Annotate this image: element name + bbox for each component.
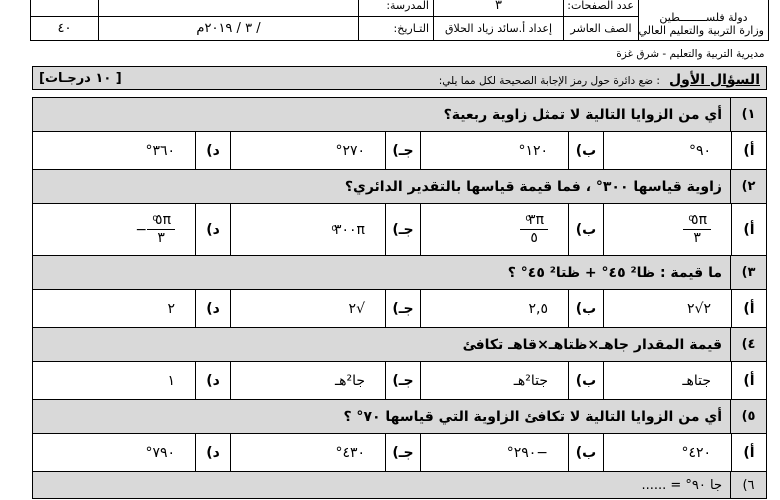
option-letter[interactable]: جـ) <box>385 434 420 471</box>
question-row <box>33 170 766 204</box>
option-value[interactable] <box>33 204 195 255</box>
directorate-name: مديرية التربية والتعليم - شرق غزة <box>616 47 765 60</box>
pages-label: عدد الصفحات: <box>564 0 639 17</box>
total-marks: ٤٠ <box>31 17 99 41</box>
question-text: جا ٩٠° = ...... <box>641 477 722 493</box>
options-row <box>33 362 766 400</box>
fraction <box>520 212 548 247</box>
option-letter[interactable]: د) <box>195 434 230 471</box>
question-row <box>33 98 766 132</box>
option-value[interactable] <box>420 204 568 255</box>
questions-grid <box>32 97 767 499</box>
question1-bar <box>32 66 767 90</box>
ministry-block <box>639 0 769 41</box>
option-value[interactable]: ٢٧٠° <box>230 132 385 169</box>
question1-marks: [ ١٠ درجـات] <box>39 70 122 86</box>
option-value[interactable]: ٣٦٠° <box>145 142 175 159</box>
option-value[interactable]: ٣٠٠π ͨ <box>230 204 385 255</box>
option-letter[interactable]: د) <box>195 290 230 327</box>
option-letter[interactable]: جـ) <box>385 362 420 399</box>
option-value[interactable]: ٤٣٠° <box>230 434 385 471</box>
option-value[interactable] <box>603 204 731 255</box>
option-value[interactable]: ٤٢٠° <box>603 434 731 471</box>
ministry-name: وزارة التربية والتعليم العالي <box>638 24 764 38</box>
fraction-numerator: ٥π ͨ <box>683 212 711 230</box>
option-letter[interactable]: ب) <box>568 132 603 169</box>
option-letter[interactable]: جـ) <box>385 290 420 327</box>
question-number: ٣) <box>730 256 766 289</box>
option-letter[interactable]: ب) <box>568 204 603 255</box>
option-letter[interactable]: أ) <box>731 290 766 327</box>
option-value[interactable]: √٢ <box>230 290 385 327</box>
fraction-numerator: ٥π ͨ <box>147 212 175 230</box>
date-label: التـاريخ: <box>359 17 434 41</box>
date-value: / ٣ / ٢٠١٩م <box>99 17 359 41</box>
fraction-numerator: ٣π ͨ <box>520 212 548 230</box>
option-letter[interactable]: ب) <box>568 434 603 471</box>
option-value[interactable]: ٢√٢ <box>603 290 731 327</box>
option-value[interactable]: جتا²هـ <box>420 362 568 399</box>
option-letter[interactable]: د) <box>195 362 230 399</box>
option-value[interactable]: ٧٩٠° <box>145 444 175 461</box>
option-letter[interactable]: أ) <box>731 362 766 399</box>
question-text: ما قيمة : ظا² ٤٥° + ظتا² ٤٥° ؟ <box>507 264 722 281</box>
fraction-denominator: ٥ <box>530 230 538 246</box>
question-number: ٦) <box>730 472 766 498</box>
option-value[interactable]: ٩٠° <box>603 132 731 169</box>
option-letter[interactable]: جـ) <box>385 204 420 255</box>
question-number: ٤) <box>730 328 766 361</box>
question-row <box>33 328 766 362</box>
question-text: أي من الزوايا التالية لا تكافئ الزاوية التي قياسها ٧٠° ؟ <box>343 408 722 425</box>
question-text: قيمة المقدار جاهـ×ظتاهـ×قاهـ تكافئ <box>462 336 722 353</box>
question-text: زاوية قياسها ٣٠٠° ، فما قيمة قياسها بالتقدير الدائري؟ <box>344 178 722 195</box>
option-value[interactable]: ٢,٥ <box>420 290 568 327</box>
question-text: أي من الزوايا التالية لا تمثل زاوية ربعية؟ <box>443 106 722 123</box>
options-row <box>33 290 766 328</box>
option-value[interactable]: ١٢٠° <box>420 132 568 169</box>
question1-instruction: : ضع دائرة حول رمز الإجابة الصحيحة لكل مما يلي: <box>438 74 660 87</box>
question-row <box>33 472 766 498</box>
options-row <box>33 132 766 170</box>
question-row <box>33 256 766 290</box>
option-value[interactable]: −٢٩٠° <box>420 434 568 471</box>
school-value <box>99 0 359 17</box>
exam-header <box>30 0 769 65</box>
option-letter[interactable]: ب) <box>568 290 603 327</box>
question-number: ٢) <box>730 170 766 203</box>
option-letter[interactable]: د) <box>195 204 230 255</box>
option-value[interactable]: ١ <box>167 372 175 389</box>
option-value[interactable]: جتاهـ <box>603 362 731 399</box>
question-number: ١) <box>730 98 766 131</box>
state-name: دولة فلســــــــطين <box>659 10 748 24</box>
option-letter[interactable]: أ) <box>731 132 766 169</box>
option-letter[interactable]: جـ) <box>385 132 420 169</box>
option-letter[interactable]: ب) <box>568 362 603 399</box>
fraction-denominator: ٣ <box>693 230 701 246</box>
school-label: المدرسة: <box>359 0 434 17</box>
option-letter[interactable]: أ) <box>731 204 766 255</box>
option-letter[interactable]: د) <box>195 132 230 169</box>
question1-title: السؤال الأول <box>669 71 760 88</box>
prepared-by: إعداد أ.سائد زياد الحلاق <box>434 17 564 41</box>
fraction <box>147 212 175 247</box>
fraction-denominator: ٣ <box>157 230 165 246</box>
grade: الصف العاشر <box>564 17 639 41</box>
option-value[interactable]: ٢ <box>167 300 175 317</box>
pages-value: ٣ <box>434 0 564 17</box>
question-number: ٥) <box>730 400 766 433</box>
option-letter[interactable]: أ) <box>731 434 766 471</box>
minus-sign: − <box>135 221 148 238</box>
blank-cell <box>31 0 99 17</box>
option-value[interactable]: جا²هـ <box>230 362 385 399</box>
options-row <box>33 434 766 472</box>
fraction <box>683 212 711 247</box>
options-row <box>33 204 766 256</box>
question-row <box>33 400 766 434</box>
